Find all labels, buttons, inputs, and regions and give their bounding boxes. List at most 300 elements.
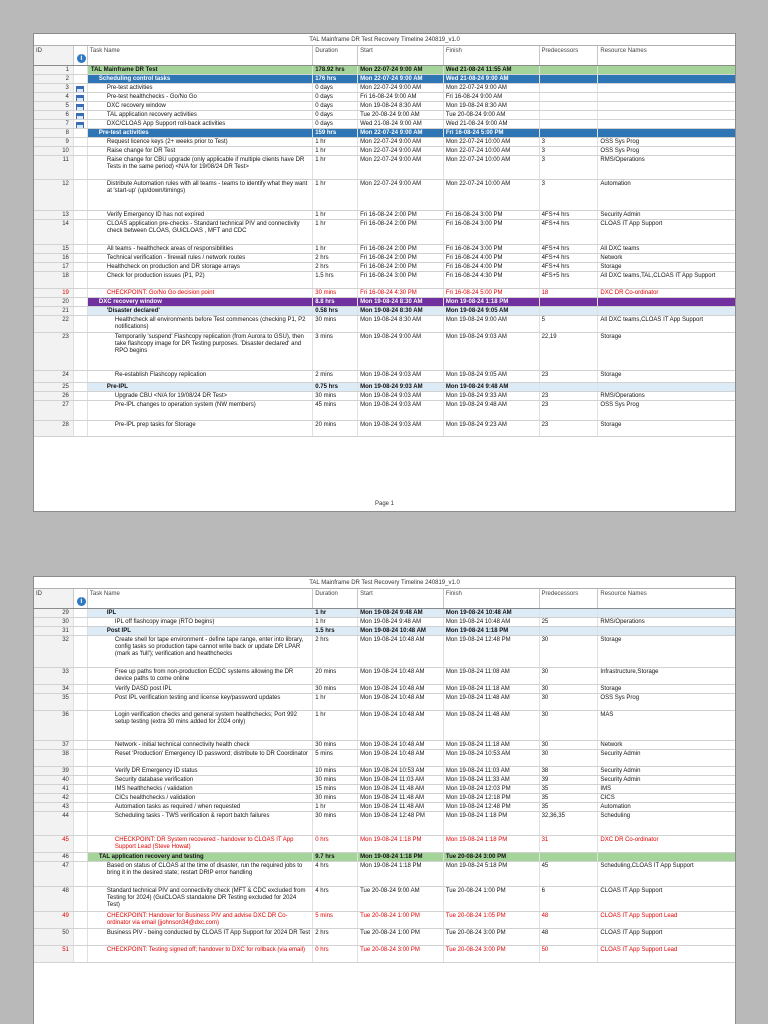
table-row[interactable] xyxy=(34,836,735,853)
table-header xyxy=(34,46,735,66)
duration-cell: 30 mins xyxy=(313,316,358,332)
finish-cell: Mon 19-08-24 1:18 PM xyxy=(444,298,540,306)
finish-cell: Mon 19-08-24 9:05 AM xyxy=(444,307,540,315)
resource-names-cell: Storage xyxy=(600,372,622,378)
predecessors-cell xyxy=(540,129,599,137)
table-row[interactable] xyxy=(34,929,735,946)
resource-names-cell: Security Admin xyxy=(600,768,641,774)
finish-cell: Mon 19-08-24 1:18 PM xyxy=(444,836,540,852)
duration-cell: 176 hrs xyxy=(313,75,358,83)
task-name-cell: Request licence keys (2+ weeks prior to Test) xyxy=(88,138,313,146)
predecessors-cell xyxy=(540,120,599,128)
resource-names-cell: Scheduling,CLOAS IT App Support xyxy=(600,863,694,869)
finish-cell: Mon 19-08-24 9:05 AM xyxy=(444,371,540,382)
duration-cell: 0 days xyxy=(313,111,358,119)
table-row[interactable] xyxy=(34,263,735,272)
indicator-cell xyxy=(74,93,88,101)
indicator-cell xyxy=(74,263,88,271)
resource-names-cell: Storage xyxy=(600,422,622,428)
duration-cell: 30 mins xyxy=(313,812,358,835)
task-name-cell: Security database verification xyxy=(88,776,313,784)
predecessors-cell: 30 xyxy=(540,694,599,710)
table-row[interactable] xyxy=(34,371,735,383)
predecessors-cell: 30 xyxy=(540,685,599,693)
table-row[interactable] xyxy=(34,668,735,685)
finish-cell: Tue 20-08-24 1:00 PM xyxy=(444,887,540,911)
indicator-cell xyxy=(74,836,88,852)
indicator-cell xyxy=(74,767,88,775)
table-row[interactable] xyxy=(34,776,735,785)
resource-names-cell xyxy=(598,120,735,128)
resource-names-cell: MAS xyxy=(600,712,614,718)
finish-cell: Mon 22-07-24 10:00 AM xyxy=(444,156,540,179)
predecessors-cell: 4FS+4 hrs xyxy=(540,254,599,262)
header-resource-names: Resource Names xyxy=(600,48,647,54)
predecessors-cell: 23 xyxy=(540,371,599,382)
table-row[interactable] xyxy=(34,946,735,963)
start-cell: Mon 19-08-24 8:30 AM xyxy=(358,102,444,110)
header-id: ID xyxy=(34,589,74,608)
header-finish: Finish xyxy=(444,589,540,608)
finish-cell: Mon 19-08-24 1:18 PM xyxy=(444,812,540,835)
task-name-cell: Raise change for DR Test xyxy=(88,147,313,155)
start-cell: Mon 19-08-24 10:48 AM xyxy=(358,685,444,693)
header-info xyxy=(74,46,88,65)
duration-cell: 30 mins xyxy=(313,289,358,297)
duration-cell: 4 hrs xyxy=(313,887,358,911)
duration-cell: 1 hr xyxy=(313,711,358,740)
predecessors-cell: 30 xyxy=(540,750,599,766)
task-name-cell: Post IPL xyxy=(88,627,313,635)
table-row[interactable] xyxy=(34,694,735,711)
task-id-cell: 26 xyxy=(34,392,74,400)
indicator-cell xyxy=(74,812,88,835)
start-cell: Mon 19-08-24 9:03 AM xyxy=(358,421,444,436)
finish-cell: Tue 20-08-24 1:05 PM xyxy=(444,912,540,928)
start-cell: Mon 19-08-24 10:53 AM xyxy=(358,767,444,775)
start-cell: Mon 19-08-24 9:03 AM xyxy=(358,383,444,391)
task-id-cell: 27 xyxy=(34,401,74,420)
predecessors-cell: 45 xyxy=(540,862,599,886)
duration-cell: 30 mins xyxy=(313,776,358,784)
task-name-cell: Technical verification - firewall rules / network routes xyxy=(88,254,313,262)
duration-cell: 1 hr xyxy=(313,694,358,710)
table-row[interactable] xyxy=(34,333,735,371)
task-name-cell: Pre-test activities xyxy=(88,84,313,92)
task-id-cell: 21 xyxy=(34,307,74,315)
indicator-cell xyxy=(74,711,88,740)
duration-cell: 0 hrs xyxy=(313,836,358,852)
header-predecessors: Predecessors xyxy=(540,46,599,65)
table-row[interactable] xyxy=(34,211,735,220)
calendar-icon xyxy=(76,86,84,92)
predecessors-cell: 48 xyxy=(540,929,599,945)
table-row[interactable] xyxy=(34,794,735,803)
table-row[interactable] xyxy=(34,289,735,298)
start-cell: Mon 19-08-24 9:03 AM xyxy=(358,401,444,420)
indicator-cell xyxy=(74,220,88,244)
start-cell: Fri 16-08-24 2:00 PM xyxy=(358,211,444,219)
task-table-body xyxy=(34,609,735,963)
table-row[interactable] xyxy=(34,401,735,421)
predecessors-cell: 23 xyxy=(540,401,599,420)
table-row[interactable] xyxy=(34,129,735,138)
duration-cell: 20 mins xyxy=(313,668,358,684)
header-duration: Duration xyxy=(313,46,358,65)
duration-cell: 1 hr xyxy=(313,180,358,210)
indicator-cell xyxy=(74,180,88,210)
finish-cell: Mon 19-08-24 8:30 AM xyxy=(444,102,540,110)
indicator-cell xyxy=(74,156,88,179)
task-name-cell: TAL application recovery activities xyxy=(88,111,313,119)
task-id-cell: 17 xyxy=(34,263,74,271)
table-row[interactable] xyxy=(34,254,735,263)
start-cell: Mon 22-07-24 9:00 AM xyxy=(358,75,444,83)
table-row[interactable] xyxy=(34,812,735,836)
header-id: ID xyxy=(34,46,74,65)
finish-cell: Mon 19-08-24 12:48 PM xyxy=(444,636,540,667)
header-start: Start xyxy=(358,46,444,65)
start-cell: Fri 16-08-24 2:00 PM xyxy=(358,254,444,262)
task-name-cell: TAL application recovery and testing xyxy=(88,853,313,861)
duration-cell: 0 days xyxy=(313,93,358,101)
indicator-cell xyxy=(74,111,88,119)
task-name-cell: Standard technical PIV and connectivity check (MFT & CDC excluded from Testing for 2024) (GuiCLOAS standalone DR Testing excluded for 2024 Test) xyxy=(88,887,313,911)
resource-names-cell: DXC DR Co-ordinator xyxy=(600,290,659,296)
task-name-cell: Pre-IPL xyxy=(88,383,313,391)
duration-cell: 1 hr xyxy=(313,156,358,179)
page-title: TAL Mainframe DR Test Recovery Timeline 240819_v1.0 xyxy=(34,34,735,46)
duration-cell: 0 days xyxy=(313,102,358,110)
finish-cell: Mon 19-08-24 10:48 AM xyxy=(444,618,540,626)
duration-cell: 1 hr xyxy=(313,220,358,244)
resource-names-cell: Automation xyxy=(600,181,631,187)
task-id-cell: 30 xyxy=(34,618,74,626)
predecessors-cell: 3 xyxy=(540,156,599,179)
resource-names-cell: DXC DR Co-ordinator xyxy=(600,837,659,843)
task-id-cell: 37 xyxy=(34,741,74,749)
task-name-cell: DXC recovery window xyxy=(88,298,313,306)
predecessors-cell: 4FS+4 hrs xyxy=(540,220,599,244)
indicator-cell xyxy=(74,138,88,146)
table-row[interactable] xyxy=(34,785,735,794)
resource-names-cell xyxy=(598,609,735,617)
task-name-cell: CICs healthchecks / validation xyxy=(88,794,313,802)
table-row[interactable] xyxy=(34,618,735,627)
indicator-cell xyxy=(74,636,88,667)
task-id-cell: 12 xyxy=(34,180,74,210)
duration-cell: 30 mins xyxy=(313,392,358,400)
table-row[interactable] xyxy=(34,627,735,636)
indicator-cell xyxy=(74,685,88,693)
start-cell: Mon 19-08-24 9:03 AM xyxy=(358,371,444,382)
resource-names-cell: RMS/Operations xyxy=(600,619,645,625)
task-id-cell: 5 xyxy=(34,102,74,110)
task-id-cell: 9 xyxy=(34,138,74,146)
start-cell: Mon 19-08-24 8:30 AM xyxy=(358,307,444,315)
task-id-cell: 18 xyxy=(34,272,74,288)
indicator-cell xyxy=(74,609,88,617)
resource-names-cell: RMS/Operations xyxy=(600,157,645,163)
finish-cell: Wed 21-08-24 9:00 AM xyxy=(444,75,540,83)
header-info xyxy=(74,589,88,608)
task-id-cell: 3 xyxy=(34,84,74,92)
duration-cell: 0 days xyxy=(313,120,358,128)
start-cell: Mon 19-08-24 11:48 AM xyxy=(358,785,444,793)
indicator-cell xyxy=(74,75,88,83)
resource-names-cell xyxy=(598,111,735,119)
header-task-name: Task Name xyxy=(88,46,313,65)
table-row[interactable] xyxy=(34,102,735,111)
task-name-cell: DXC/CLOAS App Support roll-back activities xyxy=(88,120,313,128)
finish-cell: Fri 16-08-24 3:00 PM xyxy=(444,211,540,219)
predecessors-cell: 38 xyxy=(540,767,599,775)
duration-cell: 15 mins xyxy=(313,785,358,793)
table-row[interactable] xyxy=(34,84,735,93)
table-row[interactable] xyxy=(34,180,735,211)
finish-cell: Mon 19-08-24 9:23 AM xyxy=(444,421,540,436)
table-row[interactable] xyxy=(34,711,735,741)
table-row[interactable] xyxy=(34,741,735,750)
start-cell: Mon 22-07-24 9:00 AM xyxy=(358,129,444,137)
finish-cell: Mon 22-07-24 10:00 AM xyxy=(444,138,540,146)
duration-cell: 1 hr xyxy=(313,147,358,155)
table-row[interactable] xyxy=(34,120,735,129)
finish-cell: Mon 22-07-24 10:00 AM xyxy=(444,180,540,210)
header-predecessors: Predecessors xyxy=(540,589,599,608)
resource-names-cell: OSS Sys Prog xyxy=(600,402,640,408)
calendar-icon xyxy=(76,122,84,128)
duration-cell: 2 hrs xyxy=(313,929,358,945)
finish-cell: Mon 19-08-24 5:18 PM xyxy=(444,862,540,886)
indicator-cell xyxy=(74,245,88,253)
table-row[interactable] xyxy=(34,316,735,333)
task-name-cell: 'Disaster declared' xyxy=(88,307,313,315)
table-row[interactable] xyxy=(34,887,735,912)
table-row[interactable] xyxy=(34,767,735,776)
finish-cell: Tue 20-08-24 3:00 PM xyxy=(444,853,540,861)
finish-cell: Fri 16-08-24 9:00 AM xyxy=(444,93,540,101)
table-row[interactable] xyxy=(34,66,735,75)
task-id-cell: 20 xyxy=(34,298,74,306)
predecessors-cell: 5 xyxy=(540,316,599,332)
indicator-cell xyxy=(74,333,88,370)
duration-cell: 1 hr xyxy=(313,609,358,617)
resource-names-cell: CLOAS IT App Support Lead xyxy=(600,947,678,953)
table-row[interactable] xyxy=(34,853,735,862)
header-start: Start xyxy=(358,589,444,608)
task-name-cell: Automation tasks as required / when requested xyxy=(88,803,313,811)
finish-cell: Fri 16-08-24 4:00 PM xyxy=(444,254,540,262)
resource-names-cell: OSS Sys Prog xyxy=(600,148,640,154)
start-cell: Mon 19-08-24 11:48 AM xyxy=(358,794,444,802)
predecessors-cell xyxy=(540,75,599,83)
table-row[interactable] xyxy=(34,245,735,254)
task-id-cell: 48 xyxy=(34,887,74,911)
start-cell: Mon 22-07-24 9:00 AM xyxy=(358,147,444,155)
header-duration: Duration xyxy=(313,589,358,608)
table-row[interactable] xyxy=(34,383,735,392)
table-row[interactable] xyxy=(34,93,735,102)
resource-names-cell: Network xyxy=(600,742,623,748)
task-name-cell: Pre-test healthchecks - Go/No Go xyxy=(88,93,313,101)
task-id-cell: 34 xyxy=(34,685,74,693)
duration-cell: 45 mins xyxy=(313,401,358,420)
resource-names-cell: All DXC teams xyxy=(600,246,640,252)
start-cell: Mon 19-08-24 9:48 AM xyxy=(358,609,444,617)
resource-names-cell: Automation xyxy=(600,804,631,810)
duration-cell: 30 mins xyxy=(313,741,358,749)
indicator-cell xyxy=(74,84,88,92)
table-row[interactable] xyxy=(34,750,735,767)
resource-names-cell: All DXC teams,CLOAS IT App Support xyxy=(600,317,704,323)
calendar-icon xyxy=(76,95,84,101)
start-cell: Mon 19-08-24 1:18 PM xyxy=(358,853,444,861)
task-id-cell: 11 xyxy=(34,156,74,179)
predecessors-cell: 25 xyxy=(540,618,599,626)
table-row[interactable] xyxy=(34,272,735,289)
resource-names-cell xyxy=(598,383,735,391)
task-name-cell: Temporarily 'suspend' Flashcopy replication (from Aurora to GSU), then take flashcopy image for DR Testing purposes. 'Disaster declared' and RPO begins xyxy=(88,333,313,370)
task-id-cell: 36 xyxy=(34,711,74,740)
task-name-cell: Check for production issues (P1, P2) xyxy=(88,272,313,288)
task-name-cell: CHECKPOINT: Handover for Business PIV and advise DXC DR Co-ordinator via email (jjohnson34@dxc.com) xyxy=(88,912,313,928)
table-row[interactable] xyxy=(34,75,735,84)
task-id-cell: 42 xyxy=(34,794,74,802)
task-id-cell: 25 xyxy=(34,383,74,391)
duration-cell: 1 hr xyxy=(313,138,358,146)
duration-cell: 2 hrs xyxy=(313,263,358,271)
duration-cell: 1 hr xyxy=(313,618,358,626)
calendar-icon xyxy=(76,113,84,119)
task-id-cell: 43 xyxy=(34,803,74,811)
table-row[interactable] xyxy=(34,156,735,180)
predecessors-cell xyxy=(540,102,599,110)
task-name-cell: Network - initial technical connectivity health check xyxy=(88,741,313,749)
resource-names-cell: Infrastructure,Storage xyxy=(600,669,659,675)
table-row[interactable] xyxy=(34,111,735,120)
table-row[interactable] xyxy=(34,421,735,437)
finish-cell: Fri 16-08-24 3:00 PM xyxy=(444,220,540,244)
table-row[interactable] xyxy=(34,912,735,929)
finish-cell: Mon 19-08-24 1:18 PM xyxy=(444,627,540,635)
task-name-cell: Scheduling control tasks xyxy=(88,75,313,83)
resource-names-cell: RMS/Operations xyxy=(600,393,645,399)
finish-cell: Mon 19-08-24 12:03 PM xyxy=(444,785,540,793)
start-cell: Mon 22-07-24 9:00 AM xyxy=(358,138,444,146)
finish-cell: Fri 16-08-24 3:00 PM xyxy=(444,245,540,253)
finish-cell: Mon 19-08-24 9:33 AM xyxy=(444,392,540,400)
predecessors-cell xyxy=(540,627,599,635)
resource-names-cell: IMS xyxy=(600,786,612,792)
predecessors-cell: 4FS+4 hrs xyxy=(540,211,599,219)
finish-cell: Mon 19-08-24 9:03 AM xyxy=(444,333,540,370)
finish-cell: Wed 21-08-24 9:00 AM xyxy=(444,120,540,128)
resource-names-cell xyxy=(598,627,735,635)
info-icon: i xyxy=(77,54,86,63)
indicator-cell xyxy=(74,147,88,155)
table-row[interactable] xyxy=(34,138,735,147)
resource-names-cell xyxy=(598,853,735,861)
table-row[interactable] xyxy=(34,298,735,307)
finish-cell: Mon 19-08-24 9:48 AM xyxy=(444,383,540,391)
predecessors-cell: 3 xyxy=(540,147,599,155)
finish-cell: Mon 22-07-24 9:00 AM xyxy=(444,84,540,92)
predecessors-cell: 3 xyxy=(540,180,599,210)
table-row[interactable] xyxy=(34,392,735,401)
task-id-cell: 15 xyxy=(34,245,74,253)
table-row[interactable] xyxy=(34,147,735,156)
indicator-cell xyxy=(74,66,88,74)
task-id-cell: 19 xyxy=(34,289,74,297)
predecessors-cell: 35 xyxy=(540,794,599,802)
start-cell: Mon 19-08-24 1:18 PM xyxy=(358,862,444,886)
table-row[interactable] xyxy=(34,803,735,812)
task-id-cell: 49 xyxy=(34,912,74,928)
predecessors-cell: 6 xyxy=(540,887,599,911)
duration-cell: 0 hrs xyxy=(313,946,358,962)
finish-cell: Mon 19-08-24 12:48 PM xyxy=(444,803,540,811)
task-name-cell: Pre-test activities xyxy=(88,129,313,137)
task-id-cell: 44 xyxy=(34,812,74,835)
indicator-cell xyxy=(74,946,88,962)
table-row[interactable] xyxy=(34,636,735,668)
start-cell: Mon 19-08-24 10:48 AM xyxy=(358,636,444,667)
task-id-cell: 8 xyxy=(34,129,74,137)
table-row[interactable] xyxy=(34,685,735,694)
start-cell: Fri 16-08-24 3:00 PM xyxy=(358,272,444,288)
task-name-cell: Healthcheck on production and DR storage arrays xyxy=(88,263,313,271)
predecessors-cell: 23 xyxy=(540,421,599,436)
resource-names-cell: OSS Sys Prog xyxy=(600,695,640,701)
task-name-cell: Raise change for CBU upgrade (only applicable if multiple clients have DR Tests in the same period) <N/A for 19/08/24 DR Test> xyxy=(88,156,313,179)
start-cell: Wed 21-08-24 9:00 AM xyxy=(358,120,444,128)
start-cell: Fri 16-08-24 2:00 PM xyxy=(358,263,444,271)
predecessors-cell xyxy=(540,307,599,315)
predecessors-cell: 30 xyxy=(540,636,599,667)
indicator-cell xyxy=(74,929,88,945)
indicator-cell xyxy=(74,618,88,626)
task-name-cell: Scheduling tasks - TWS verification & report batch failures xyxy=(88,812,313,835)
start-cell: Fri 16-08-24 4:30 PM xyxy=(358,289,444,297)
duration-cell: 2 hrs xyxy=(313,254,358,262)
indicator-cell xyxy=(74,853,88,861)
task-name-cell: Verify Emergency ID has not expired xyxy=(88,211,313,219)
indicator-cell xyxy=(74,254,88,262)
finish-cell: Mon 19-08-24 11:03 AM xyxy=(444,767,540,775)
task-id-cell: 31 xyxy=(34,627,74,635)
task-id-cell: 35 xyxy=(34,694,74,710)
indicator-cell xyxy=(74,785,88,793)
duration-cell: 2 hrs xyxy=(313,636,358,667)
duration-cell: 3 mins xyxy=(313,333,358,370)
table-row[interactable] xyxy=(34,609,735,618)
indicator-cell xyxy=(74,289,88,297)
table-row[interactable] xyxy=(34,307,735,316)
task-name-cell: Upgrade CBU <N/A for 19/08/24 DR Test> xyxy=(88,392,313,400)
predecessors-cell: 35 xyxy=(540,803,599,811)
resource-names-cell xyxy=(598,84,735,92)
resource-names-cell: CLOAS IT App Support xyxy=(600,930,663,936)
resource-names-cell xyxy=(598,298,735,306)
resource-names-cell: Security Admin xyxy=(600,212,641,218)
table-row[interactable] xyxy=(34,862,735,887)
task-name-cell: Healthcheck all environments before Test commences (checking P1, P2 notifications) xyxy=(88,316,313,332)
table-row[interactable] xyxy=(34,220,735,245)
resource-names-cell xyxy=(598,129,735,137)
finish-cell: Mon 19-08-24 9:48 AM xyxy=(444,401,540,420)
resource-names-cell xyxy=(598,75,735,83)
